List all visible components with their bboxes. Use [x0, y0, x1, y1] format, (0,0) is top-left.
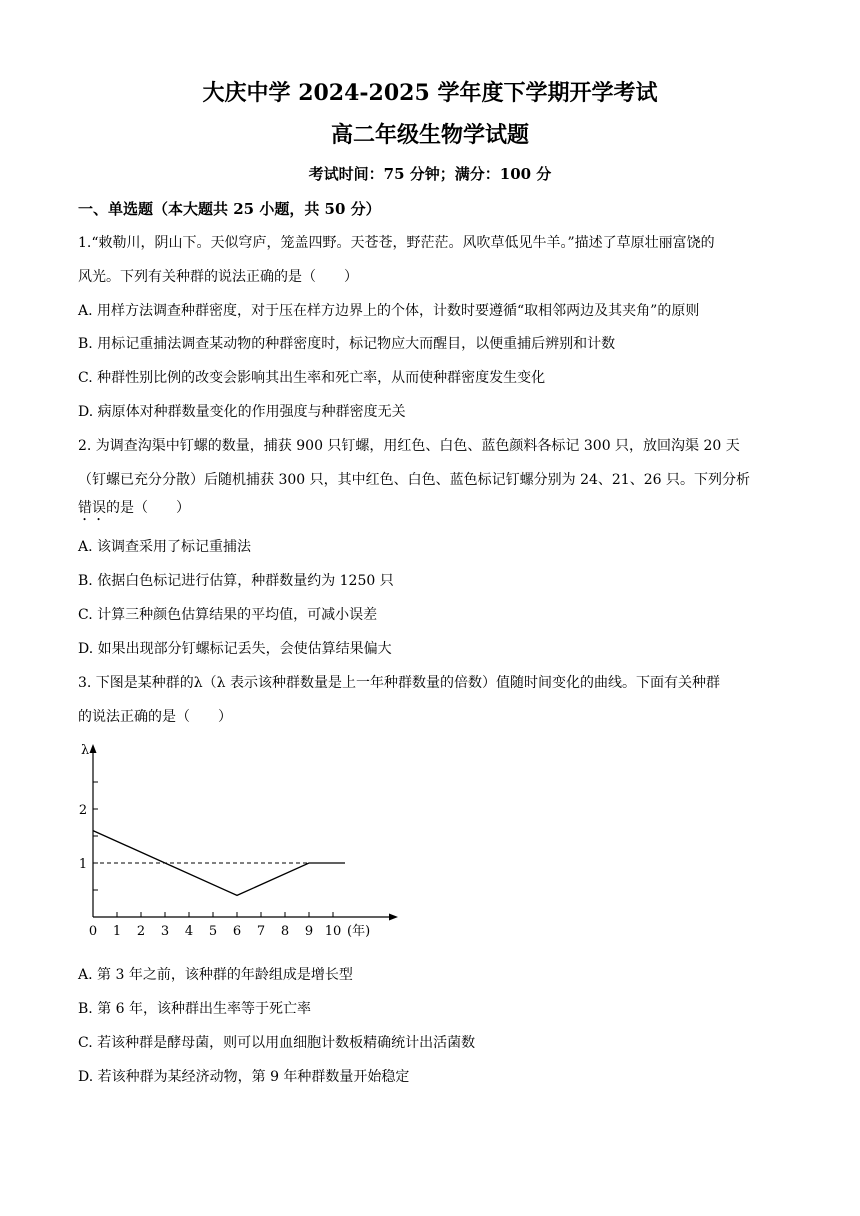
y-tick-label: 1 [78, 857, 88, 872]
q1-option-c: C. 种群性别比例的改变会影响其出生率和死亡率，从而使种群密度发生变化 [78, 370, 546, 386]
q3-option-b: B. 第 6 年，该种群出生率等于死亡率 [78, 1001, 311, 1017]
x-tick-label: 9 [304, 924, 314, 939]
q3-stem-line1: 3. 下图是某种群的λ（λ 表示该种群数量是上一年种群数量的倍数）值随时间变化的曲线。下面有关种群 [78, 675, 721, 691]
x-tick-label: 10 [324, 924, 342, 939]
q3-option-a: A. 第 3 年之前，该种群的年龄组成是增长型 [78, 967, 353, 983]
exam-title: 大庆中学 2024-2025 学年度下学期开学考试 [202, 80, 658, 106]
q1-option-a: A. 用样方法调查种群密度，对于压在样方边界上的个体，计数时要遵循“取相邻两边及其夹角”的原则 [78, 303, 700, 319]
q2-stem-line1: 2. 为调查沟渠中钉螺的数量，捕获 900 只钉螺，用红色、白色、蓝色颜料各标记 300 只，放回沟渠 20 天 [78, 438, 740, 454]
q2-stem-line2: （钉螺已充分分散）后随机捕获 300 只，其中红色、白色、蓝色标记钉螺分别为 24、21、26 只。下列分析 [78, 472, 750, 488]
q3-option-d: D. 若该种群为某经济动物，第 9 年种群数量开始稳定 [78, 1069, 410, 1085]
exam-subtitle: 高二年级生物学试题 [330, 122, 529, 148]
q3-stem-line2: 的说法正确的是（ ） [78, 709, 232, 725]
q1-stem-line1: 1.“敕勒川，阴山下。天似穹庐，笼盖四野。天苍苍，野茫茫。风吹草低见牛羊。”描述了草原壮丽富饶的 [78, 235, 715, 251]
q2-stem-line3-rest: 的是（ ） [106, 500, 190, 516]
q2-option-d: D. 如果出现部分钉螺标记丢失，会使估算结果偏大 [78, 641, 392, 657]
y-axis-arrow [90, 744, 97, 753]
q2-stem-line3 [78, 497, 190, 524]
q2-option-b: B. 依据白色标记进行估算，种群数量约为 1250 只 [78, 573, 394, 589]
q1-option-d: D. 病原体对种群数量变化的作用强度与种群密度无关 [78, 404, 406, 420]
lambda-chart [76, 736, 406, 948]
x-tick-label: 4 [184, 924, 194, 939]
x-tick-label: 1 [112, 924, 122, 939]
x-tick-label: 2 [136, 924, 146, 939]
x-tick-label: 0 [88, 924, 98, 939]
q1-option-b: B. 用标记重捕法调查某动物的种群密度时，标记物应大而醒目，以便重捕后辨别和计数 [78, 336, 616, 352]
x-tick-label: 8 [280, 924, 290, 939]
x-tick-label: 6 [232, 924, 242, 939]
x-tick-label: 5 [208, 924, 218, 939]
x-axis-label: (年) [347, 924, 371, 939]
q1-stem-line2: 风光。下列有关种群的说法正确的是（ ） [78, 269, 358, 285]
q2-option-c: C. 计算三种颜色估算结果的平均值，可减小误差 [78, 607, 378, 623]
x-axis-arrow [389, 914, 398, 921]
x-tick-label: 3 [160, 924, 170, 939]
q3-option-c: C. 若该种群是酵母菌，则可以用血细胞计数板精确统计出活菌数 [78, 1035, 476, 1051]
q2-emphasis-word: 错误 [78, 500, 106, 516]
section-heading: 一、单选题（本大题共 25 小题，共 50 分） [78, 200, 381, 218]
exam-meta: 考试时间：75 分钟；满分：100 分 [308, 165, 552, 183]
y-axis-label: λ [81, 743, 90, 758]
q2-option-a: A. 该调查采用了标记重捕法 [78, 539, 252, 555]
x-tick-label: 7 [256, 924, 266, 939]
y-tick-label: 2 [78, 803, 88, 818]
